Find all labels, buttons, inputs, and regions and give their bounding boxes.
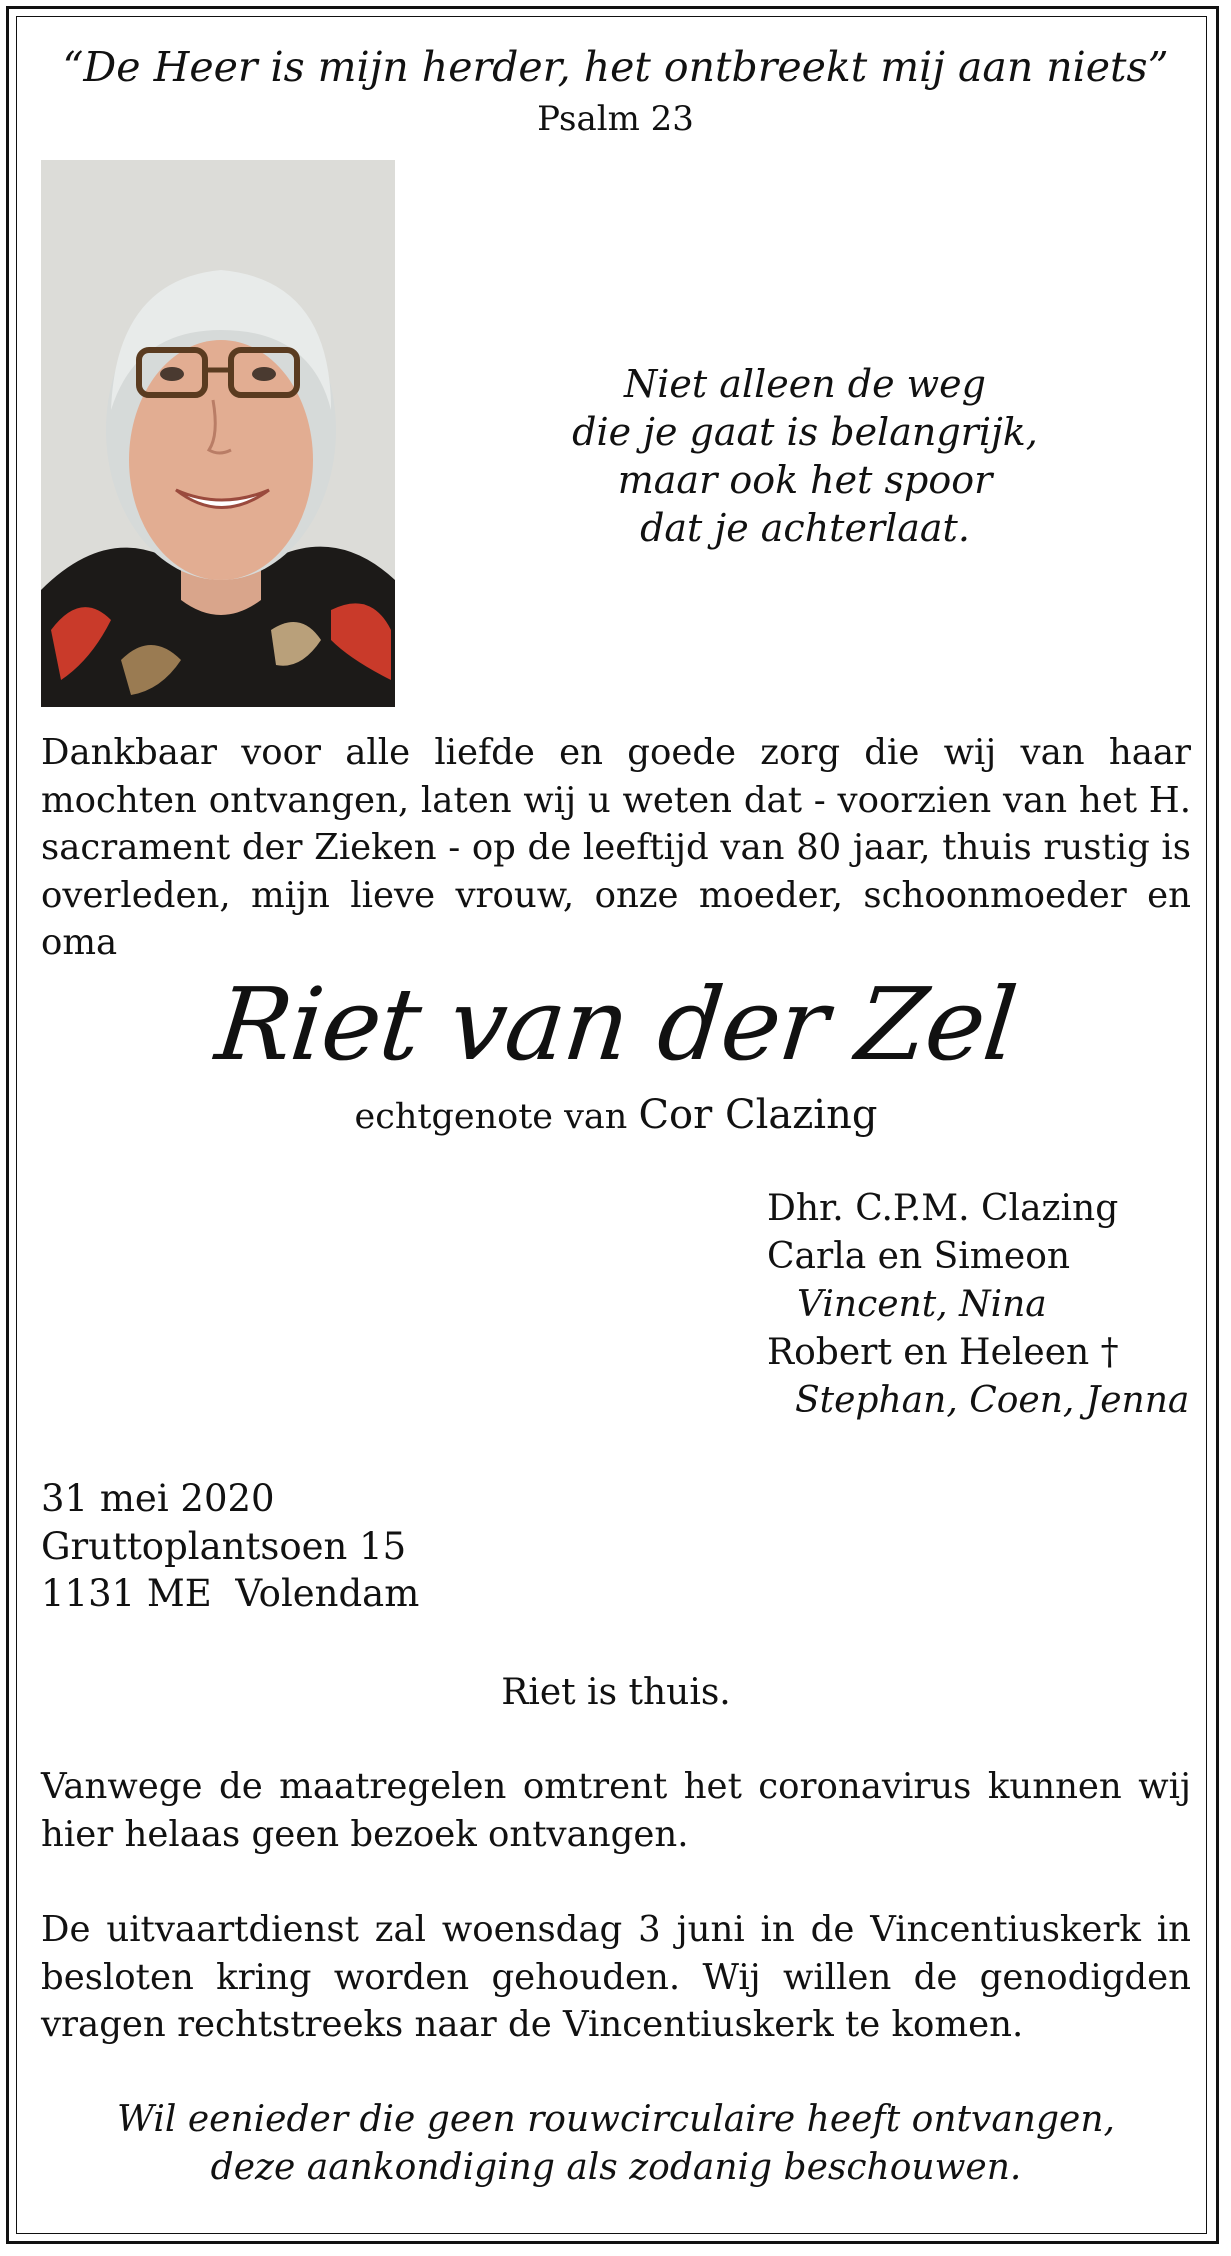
poem (540, 360, 1070, 552)
bible-quote: “De Heer is mijn herder, het ontbreekt mij aan niets” (62, 43, 1169, 91)
family-line: Dhr. C.P.M. Clazing (767, 1188, 1119, 1229)
deceased-name: Riet van der Zel (210, 966, 1022, 1083)
home-note: Riet is thuis. (501, 1672, 731, 1713)
closing-line: deze aankondiging als zodanig beschouwen. (210, 2147, 1022, 2188)
spouse-line (41, 1090, 1191, 1142)
portrait-illustration (41, 160, 395, 707)
portrait-photo (41, 160, 395, 707)
family-list (767, 1185, 1207, 1425)
spouse-name: Cor Clazing (638, 1092, 878, 1138)
quote-source: Psalm 23 (537, 99, 694, 139)
closing-note (41, 2096, 1191, 2192)
poem-line: Niet alleen de weg (624, 362, 986, 406)
family-line: Robert en Heleen † (767, 1332, 1119, 1373)
poem-line: dat je achterlaat. (640, 506, 970, 550)
poem-line: maar ook het spoor (617, 458, 993, 502)
postal-city: 1131 ME Volendam (41, 1572, 420, 1615)
family-line: Carla en Simeon (767, 1236, 1071, 1277)
spouse-prefix: echtgenote van (354, 1097, 628, 1137)
service-notice: De uitvaartdienst zal woensdag 3 juni in de Vincentiuskerk in besloten kring worden gehouden. Wij willen de genodigden vragen rechtstreeks naar de Vincentiuskerk te komen. (41, 1909, 1191, 2045)
address-block (41, 1475, 419, 1618)
poem-line: die je gaat is belangrijk, (572, 410, 1038, 454)
announcement-text: Dankbaar voor alle liefde en goede zorg die wij van haar mochten ontvangen, laten wij u weten dat - voorzien van het H. sacrament der Zieken - op de leeftijd van 80 jaar, thuis rustig is overleden, mijn lieve vrouw, onze moeder, schoonmoeder en oma (41, 732, 1191, 963)
grandchildren-line: Stephan, Coen, Jenna (795, 1380, 1190, 1421)
grandchildren-line: Vincent, Nina (797, 1284, 1047, 1325)
death-date: 31 mei 2020 (41, 1477, 275, 1520)
street-address: Gruttoplantsoen 15 (41, 1524, 407, 1568)
closing-line: Wil eenieder die geen rouwcirculaire heeft ontvangen, (117, 2099, 1115, 2140)
corona-notice: Vanwege de maatregelen omtrent het coronavirus kunnen wij hier helaas geen bezoek ontvangen. (41, 1766, 1191, 1855)
